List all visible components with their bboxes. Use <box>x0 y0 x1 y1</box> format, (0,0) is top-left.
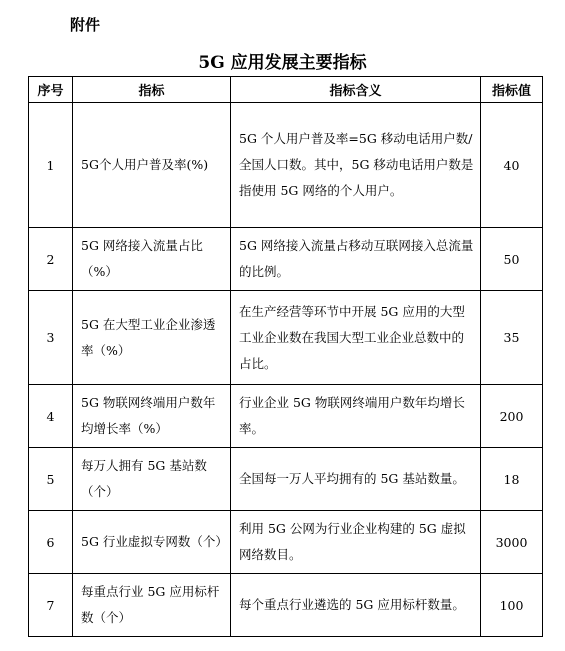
indicator-value: 35 <box>481 291 543 385</box>
row-number: 5 <box>29 448 73 511</box>
row-number: 2 <box>29 228 73 291</box>
indicator-value: 3000 <box>481 511 543 574</box>
row-number: 3 <box>29 291 73 385</box>
table-row <box>29 291 543 385</box>
row-number: 4 <box>29 385 73 448</box>
table-header-row <box>29 77 543 103</box>
column-header-definition: 指标含义 <box>231 77 481 103</box>
indicator-name: 5G 网络接入流量占比（%） <box>73 228 231 291</box>
table-row <box>29 103 543 228</box>
table-row <box>29 448 543 511</box>
indicator-value: 50 <box>481 228 543 291</box>
indicator-value: 40 <box>481 103 543 228</box>
row-number: 6 <box>29 511 73 574</box>
indicator-value: 100 <box>481 574 543 637</box>
table-row <box>29 228 543 291</box>
table-row <box>29 574 543 637</box>
indicator-definition: 每个重点行业遴选的 5G 应用标杆数量。 <box>231 574 481 637</box>
row-number: 7 <box>29 574 73 637</box>
indicator-name: 每重点行业 5G 应用标杆数（个） <box>73 574 231 637</box>
indicator-name: 每万人拥有 5G 基站数（个） <box>73 448 231 511</box>
document-title: 5G 应用发展主要指标 <box>198 53 367 73</box>
attachment-label: 附件 <box>70 16 101 34</box>
indicator-definition: 行业企业 5G 物联网终端用户数年均增长率。 <box>231 385 481 448</box>
row-number: 1 <box>29 103 73 228</box>
indicator-value: 18 <box>481 448 543 511</box>
indicator-definition: 全国每一万人平均拥有的 5G 基站数量。 <box>231 448 481 511</box>
indicator-name: 5G 行业虚拟专网数（个） <box>73 511 231 574</box>
indicator-definition: 利用 5G 公网为行业企业构建的 5G 虚拟网络数目。 <box>231 511 481 574</box>
indicator-name: 5G个人用户普及率(%) <box>73 103 231 228</box>
indicator-table <box>28 76 543 637</box>
table-row <box>29 385 543 448</box>
column-header-indicator: 指标 <box>73 77 231 103</box>
indicator-definition: 在生产经营等环节中开展 5G 应用的大型工业企业数在我国大型工业企业总数中的占比。 <box>231 291 481 385</box>
indicator-value: 200 <box>481 385 543 448</box>
column-header-no: 序号 <box>29 77 73 103</box>
column-header-value: 指标值 <box>481 77 543 103</box>
table-row <box>29 511 543 574</box>
indicator-name: 5G 物联网终端用户数年均增长率（%） <box>73 385 231 448</box>
indicator-definition: 5G 网络接入流量占移动互联网接入总流量的比例。 <box>231 228 481 291</box>
indicator-name: 5G 在大型工业企业渗透率（%） <box>73 291 231 385</box>
indicator-definition: 5G 个人用户普及率=5G 移动电话用户数/全国人口数。其中，5G 移动电话用户数是指使用 5G 网络的个人用户。 <box>231 103 481 228</box>
